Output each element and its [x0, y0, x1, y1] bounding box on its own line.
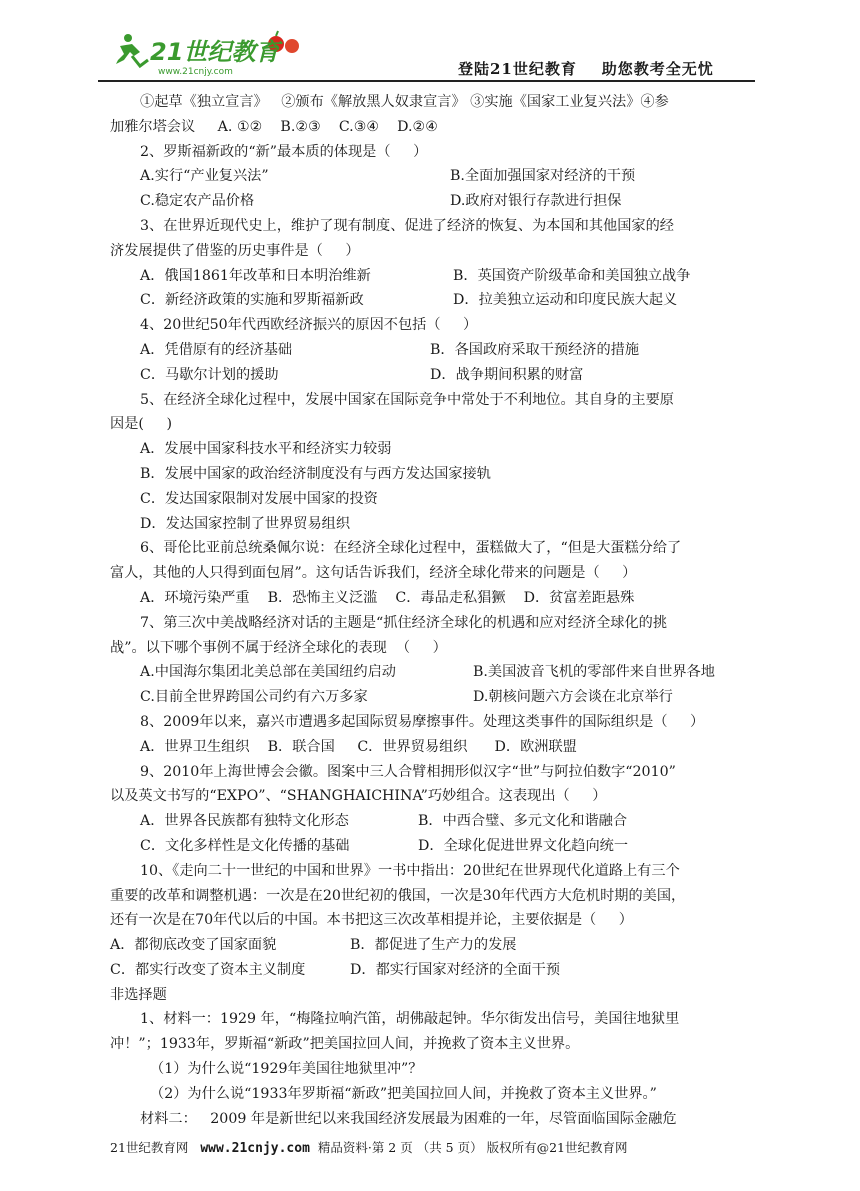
q7-option-c: C.目前全世界跨国公司约有六万多家 [140, 689, 368, 706]
material-2-line1: 材料二： 2009 年是新世纪以来我国经济发展最为困难的一年，尽管面临国际金融危 [140, 1110, 677, 1127]
q4-option-c: C．马歇尔计划的援助 [140, 366, 279, 383]
q1-options-line2: 加雅尔塔会议 A. ①② B.②③ C.③④ D.②④ [110, 118, 438, 135]
q7-option-d: D.朝核问题六方会谈在北京举行 [473, 689, 673, 706]
q9-option-d: D．全球化促进世界文化趋向统一 [418, 837, 629, 854]
question-3-line2: 济发展提供了借鉴的历史事件是（ ） [110, 242, 360, 259]
q7-option-a: A.中国海尔集团北美总部在美国纽约启动 [140, 664, 396, 681]
q9-option-b: B．中西合璧、多元文化和谐融合 [418, 813, 628, 830]
q5-option-c: C．发达国家限制对发展中国家的投资 [140, 490, 378, 507]
footer-site: 21世纪教育网 [110, 1140, 189, 1155]
q10-option-b: B．都促进了生产力的发展 [350, 937, 517, 954]
q6-options: A．环境污染严重 B．恐怖主义泛滥 C．毒品走私猖獗 D．贫富差距悬殊 [140, 589, 635, 606]
question-4: 4、20世纪50年代西欧经济振兴的原因不包括（ ） [140, 317, 478, 334]
q5-option-d: D．发达国家控制了世界贸易组织 [140, 515, 351, 532]
q9-option-a: A．世界各民族都有独特文化形态 [140, 813, 349, 830]
question-3-line1: 3、在世界近现代史上，维护了现有制度、促进了经济的恢复、为本国和其他国家的经 [140, 217, 674, 234]
question-10-line1: 10、《走向二十一世纪的中国和世界》一书中指出：20世纪在世界现代化道路上有三个 [140, 862, 680, 879]
question-9-line2: 以及英文书写的“EXPO”、“SHANGHAICHINA”巧妙组合。这表现出（ ） [110, 788, 607, 805]
q4-option-b: B．各国政府采取干预经济的措施 [430, 341, 640, 358]
question-10-line2: 重要的改革和调整机遇：一次是在20世纪初的俄国，一次是30年代西方大危机时期的美国， [110, 887, 686, 904]
question-8: 8、2009年以来，嘉兴市遭遇多起国际贸易摩擦事件。处理这类事件的国际组织是（ ） [140, 713, 705, 730]
material-1-line1: 1、材料一：1929 年，“梅隆拉响汽笛，胡佛敲起钟。华尔街发出信号，美国往地狱里 [140, 1011, 680, 1028]
question-9-line1: 9、2010年上海世博会会徽。图案中三人合臂相拥形似汉字“世”与阿拉伯数字“2010” [140, 763, 676, 780]
q2-option-b: B.全面加强国家对经济的干预 [450, 168, 636, 185]
q4-option-d: D．战争期间积累的财富 [430, 366, 584, 383]
question-5-line1: 5、在经济全球化过程中，发展中国家在国际竞争中常处于不利地位。其自身的主要原 [140, 391, 674, 408]
q3-option-a: A．俄国1861年改革和日本明治维新 [140, 267, 371, 284]
footer-url: www.21cnjy.com [200, 1141, 310, 1156]
q2-option-c: C.稳定农产品价格 [140, 193, 255, 210]
material-1-question-1: （1）为什么说“1929年美国往地狱里冲”？ [150, 1061, 423, 1078]
question-7-line2: 战”。以下哪个事例不属于经济全球化的表现 （ ） [110, 639, 447, 656]
logo-text: 21世纪教育 [150, 38, 280, 66]
q3-option-b: B．英国资产阶级革命和美国独立战争 [453, 267, 691, 284]
header-divider [98, 80, 755, 82]
q3-option-d: D．拉美独立运动和印度民族大起义 [453, 292, 678, 309]
q9-option-c: C．文化多样性是文化传播的基础 [140, 837, 350, 854]
question-6-line1: 6、哥伦比亚前总统桑佩尔说：在经济全球化过程中，蛋糕做大了，“但是大蛋糕分给了 [140, 540, 682, 557]
material-1-question-2: （2）为什么说“1933年罗斯福“新政”把美国拉回人间，并挽救了资本主义世界。” [150, 1085, 657, 1102]
section-heading: 非选择题 [110, 986, 167, 1003]
page-footer [110, 1138, 628, 1156]
question-2: 2、罗斯福新政的“新”最本质的体现是（ ） [140, 143, 428, 160]
q1-options-line1: ①起草《独立宣言》 ②颁布《解放黑人奴隶宣言》 ③实施《国家工业复兴法》④参 [140, 94, 669, 110]
q3-option-c: C．新经济政策的实施和罗斯福新政 [140, 292, 364, 309]
q2-option-d: D.政府对银行存款进行担保 [450, 193, 622, 210]
q7-option-b: B.美国波音飞机的零部件来自世界各地 [473, 664, 715, 681]
material-1-line2: 冲！”；1933年，罗斯福“新政”把美国拉回人间，并挽救了资本主义世界。 [110, 1036, 580, 1053]
q10-option-a: A．都彻底改变了国家面貌 [110, 937, 277, 954]
question-7-line1: 7、第三次中美战略经济对话的主题是“抓住经济全球化的机遇和应对经济全球化的挑 [140, 614, 668, 631]
q5-option-b: B．发展中国家的政治经济制度没有与西方发达国家接轨 [140, 465, 491, 482]
q5-option-a: A．发展中国家科技水平和经济实力较弱 [140, 441, 392, 458]
page-header [0, 0, 860, 82]
footer-page-info: 精品资料·第 2 页 （共 5 页） 版权所有@21世纪教育网 [317, 1140, 628, 1155]
site-logo [112, 30, 312, 86]
document-body [110, 90, 760, 1131]
question-6-line2: 富人，其他的人只得到面包屑”。这句话告诉我们，经济全球化带来的问题是（ ） [110, 565, 637, 582]
q4-option-a: A．凭借原有的经济基础 [140, 341, 293, 358]
logo-url: www.21cnjy.com [158, 67, 233, 77]
question-5-line2: 因是( ) [110, 416, 172, 433]
header-slogan: 登陆21世纪教育 助您教考全无忧 [458, 60, 714, 78]
q10-option-d: D．都实行国家对经济的全面干预 [350, 961, 561, 978]
question-10-line3: 还有一次是在70年代以后的中国。本书把这三次改革相提并论，主要依据是（ ） [110, 912, 633, 929]
q2-option-a: A.实行“产业复兴法” [140, 168, 269, 185]
q8-options: A．世界卫生组织 B．联合国 C．世界贸易组织 D．欧洲联盟 [140, 738, 577, 755]
q10-option-c: C．都实行改变了资本主义制度 [110, 961, 306, 978]
